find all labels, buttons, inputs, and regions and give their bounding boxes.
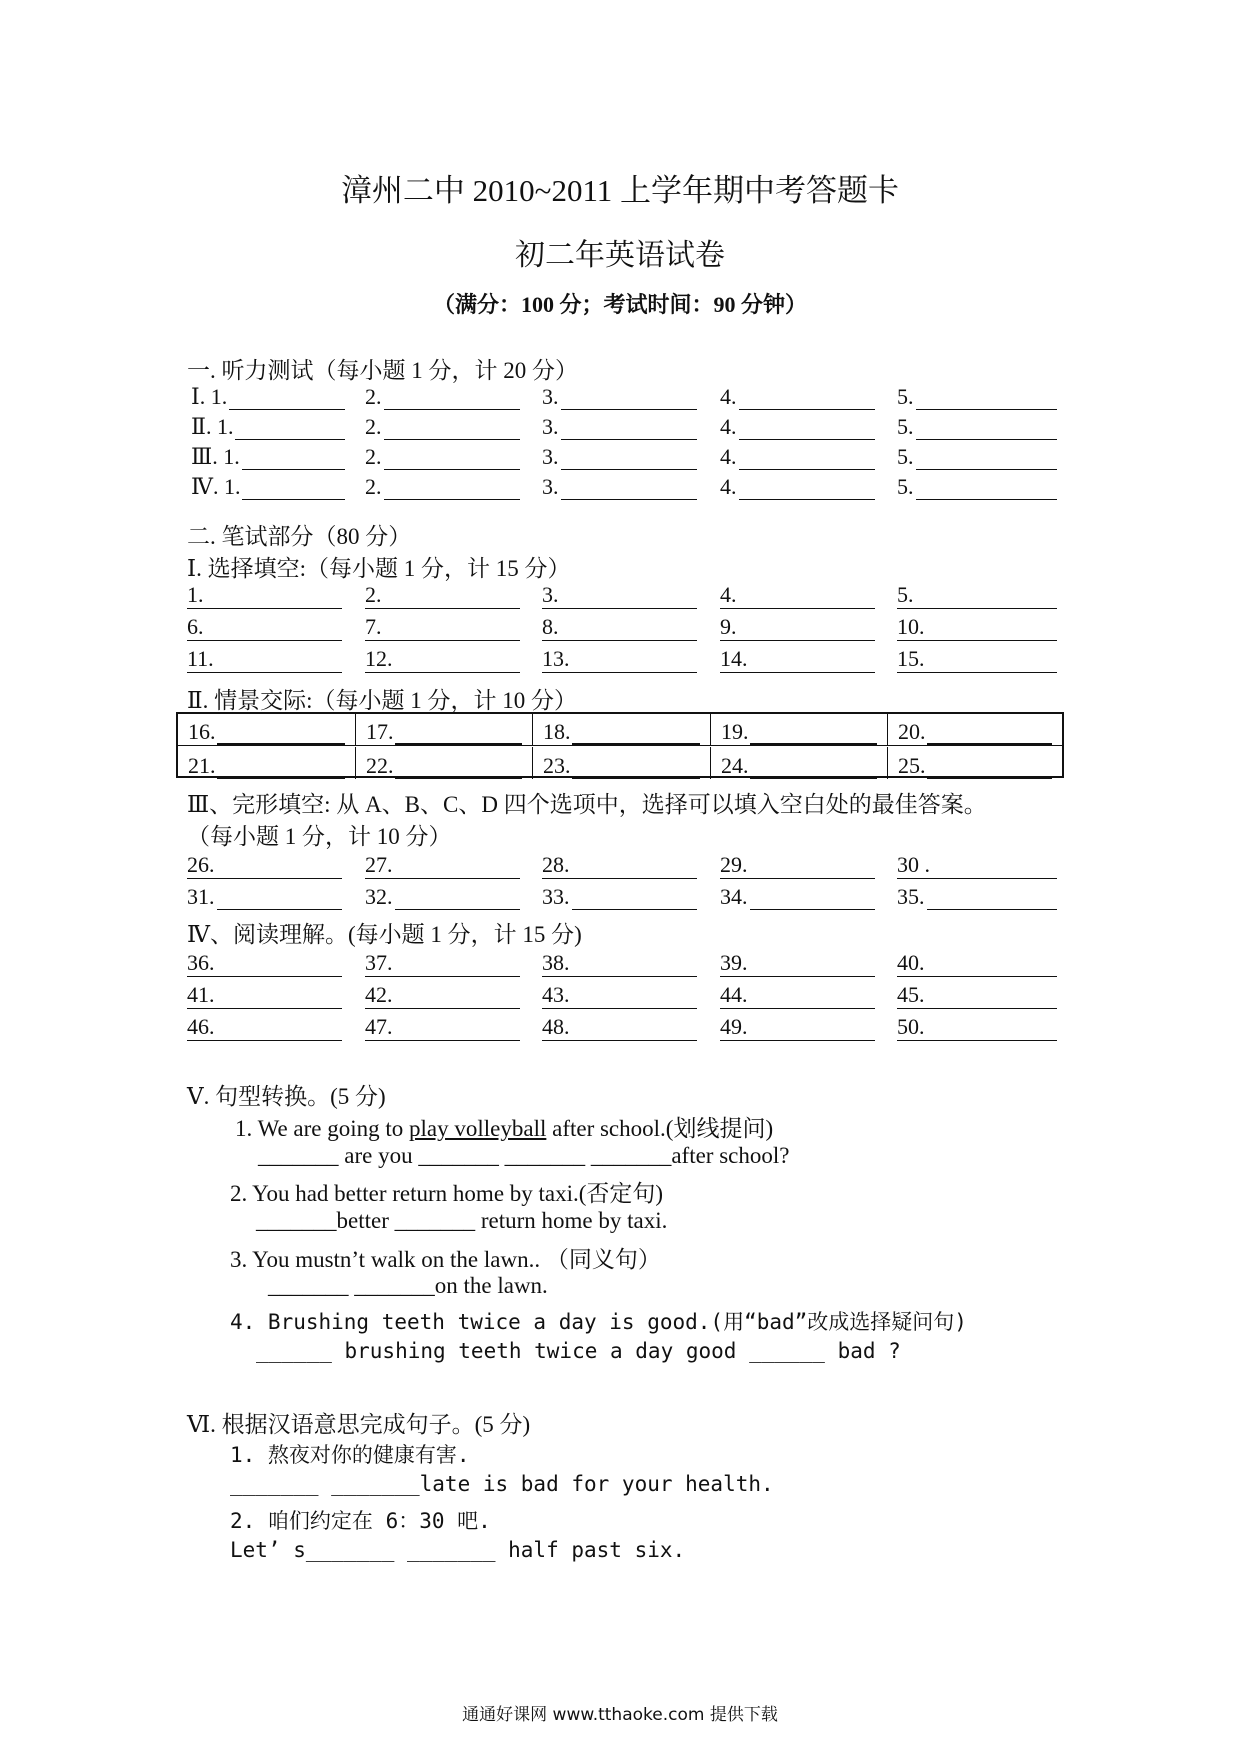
sub5-a4: ______ brushing teeth twice a day good ______ bad ? bbox=[256, 1339, 901, 1363]
sub5-a3: _______ _______on the lawn. bbox=[268, 1273, 548, 1298]
answer-blank[interactable] bbox=[916, 387, 1058, 410]
cloze-answer-cell bbox=[720, 850, 875, 879]
answer-blank[interactable] bbox=[750, 887, 876, 910]
section-listening-heading: 一. 听力测试（每小题 1 分，计 20 分） bbox=[187, 358, 578, 383]
dialogue-answer-cell bbox=[356, 714, 533, 746]
choice-answer-cell bbox=[542, 580, 697, 609]
reading-answer-cell bbox=[720, 1012, 875, 1041]
answer-blank[interactable] bbox=[217, 887, 343, 910]
choice-answer-cell bbox=[187, 580, 342, 609]
answer-blank[interactable] bbox=[739, 447, 876, 470]
listening-question-number: 3. bbox=[542, 414, 559, 439]
cloze-question-number: 31. bbox=[187, 884, 215, 909]
dialogue-question-number: 25. bbox=[898, 753, 926, 778]
listening-question-number: 4. bbox=[720, 474, 737, 499]
sub6-q1: 1. 熬夜对你的健康有害. bbox=[230, 1443, 470, 1467]
listening-question-number: 4. bbox=[720, 414, 737, 439]
listening-question-number: 4. bbox=[720, 384, 737, 409]
answer-blank[interactable] bbox=[927, 721, 1053, 745]
reading-row bbox=[187, 1012, 1057, 1042]
cloze-answer-cell bbox=[365, 850, 520, 879]
listening-answer-cell bbox=[187, 442, 345, 470]
listening-question-number: 3. bbox=[542, 474, 559, 499]
cloze-answer-cell bbox=[720, 882, 875, 910]
reading-question-number: 41. bbox=[187, 982, 215, 1007]
answer-blank[interactable] bbox=[750, 755, 878, 779]
cloze-answer-cell bbox=[897, 882, 1057, 910]
sub6-a2: Let’ s_______ _______ half past six. bbox=[230, 1538, 686, 1562]
reading-answer-cell bbox=[365, 1012, 520, 1041]
listening-question-number: Ⅱ. 1. bbox=[191, 414, 234, 439]
answer-blank[interactable] bbox=[916, 417, 1058, 440]
cloze-question-number: 33. bbox=[542, 884, 570, 909]
answer-blank[interactable] bbox=[384, 447, 521, 470]
cloze-answer-cell bbox=[897, 850, 1057, 879]
listening-question-number: Ⅲ. 1. bbox=[191, 444, 240, 469]
choice-answer-cell bbox=[720, 580, 875, 609]
cloze-answer-cell bbox=[542, 882, 697, 910]
answer-blank[interactable] bbox=[739, 387, 876, 410]
reading-question-number: 47. bbox=[365, 1014, 393, 1039]
reading-question-number: 42. bbox=[365, 982, 393, 1007]
listening-question-number: 4. bbox=[720, 444, 737, 469]
answer-blank[interactable] bbox=[217, 721, 346, 745]
dialogue-answer-cell bbox=[178, 747, 356, 779]
cloze-answer-cell bbox=[542, 850, 697, 879]
answer-blank[interactable] bbox=[384, 477, 521, 500]
sub5-q1-post: after school.(划线提问) bbox=[546, 1116, 774, 1141]
choice-question-number: 11. bbox=[187, 646, 214, 671]
reading-question-number: 37. bbox=[365, 950, 393, 975]
answer-blank[interactable] bbox=[927, 887, 1058, 910]
sub5-q4: 4. Brushing teeth twice a day is good.(用“bad”改成选择疑问句) bbox=[230, 1310, 967, 1334]
listening-answer-cell bbox=[542, 442, 697, 470]
choice-row bbox=[187, 644, 1057, 674]
answer-blank[interactable] bbox=[927, 755, 1053, 779]
page-title: 漳州二中 2010~2011 上学年期中考答题卡 bbox=[340, 173, 900, 208]
reading-answer-cell bbox=[365, 948, 520, 977]
reading-row bbox=[187, 948, 1057, 978]
listening-question-number: Ⅰ. 1. bbox=[191, 384, 228, 409]
listening-row bbox=[187, 472, 1057, 502]
answer-blank[interactable] bbox=[916, 477, 1058, 500]
answer-blank[interactable] bbox=[395, 755, 523, 779]
dialogue-answer-cell bbox=[533, 714, 711, 746]
listening-question-number: 5. bbox=[897, 474, 914, 499]
sub6-a1: _______ _______late is bad for your health. bbox=[230, 1472, 774, 1496]
listening-answer-cell bbox=[897, 442, 1057, 470]
answer-blank[interactable] bbox=[572, 721, 701, 745]
reading-question-number: 45. bbox=[897, 982, 925, 1007]
choice-question-number: 7. bbox=[365, 614, 382, 639]
reading-question-number: 44. bbox=[720, 982, 748, 1007]
choice-question-number: 1. bbox=[187, 582, 204, 607]
answer-blank[interactable] bbox=[235, 417, 345, 440]
dialogue-question-number: 16. bbox=[188, 719, 216, 744]
listening-answer-cell bbox=[897, 412, 1057, 440]
exam-meta: （满分：100 分；考试时间：90 分钟） bbox=[432, 292, 807, 317]
sub5-q3: 3. You mustn’t walk on the lawn.. （同义句） bbox=[230, 1247, 661, 1272]
dialogue-question-number: 18. bbox=[543, 719, 571, 744]
listening-answer-cell bbox=[897, 472, 1057, 500]
listening-row bbox=[187, 382, 1057, 412]
sub5-a1: _______ are you _______ _______ _______after school? bbox=[258, 1143, 790, 1168]
cloze-question-number: 29. bbox=[720, 852, 748, 877]
listening-question-number: 3. bbox=[542, 384, 559, 409]
cloze-question-number: 30 . bbox=[897, 852, 930, 877]
listening-question-number: 2. bbox=[365, 384, 382, 409]
choice-question-number: 3. bbox=[542, 582, 559, 607]
reading-question-number: 40. bbox=[897, 950, 925, 975]
answer-grid-16-25 bbox=[176, 712, 1064, 778]
choice-row bbox=[187, 580, 1057, 610]
cloze-answer-cell bbox=[365, 882, 520, 910]
cloze-question-number: 34. bbox=[720, 884, 748, 909]
answer-blank[interactable] bbox=[395, 887, 521, 910]
choice-answer-cell bbox=[720, 612, 875, 641]
dialogue-question-number: 20. bbox=[898, 719, 926, 744]
choice-answer-cell bbox=[187, 612, 342, 641]
answer-blank[interactable] bbox=[395, 721, 523, 745]
reading-answer-cell bbox=[365, 980, 520, 1009]
sub1-heading: Ⅰ. 选择填空:（每小题 1 分，计 15 分） bbox=[187, 556, 571, 581]
listening-answer-cell bbox=[720, 472, 875, 500]
listening-answer-cell bbox=[365, 382, 520, 410]
sub3-heading-points: （每小题 1 分，计 10 分） bbox=[187, 824, 452, 849]
cloze-question-number: 26. bbox=[187, 852, 215, 877]
choice-question-number: 10. bbox=[897, 614, 925, 639]
sub5-a2: _______better _______ return home by taxi. bbox=[256, 1208, 668, 1233]
reading-answer-cell bbox=[897, 980, 1057, 1009]
answer-blank[interactable] bbox=[916, 447, 1058, 470]
sub5-heading: Ⅴ. 句型转换。(5 分) bbox=[187, 1084, 386, 1109]
answer-blank[interactable] bbox=[561, 417, 698, 440]
reading-answer-cell bbox=[542, 1012, 697, 1041]
listening-question-number: 3. bbox=[542, 444, 559, 469]
answer-blank[interactable] bbox=[242, 477, 345, 500]
reading-answer-cell bbox=[542, 980, 697, 1009]
reading-answer-cell bbox=[897, 948, 1057, 977]
footer-credit: 通通好课网 www.tthaoke.com 提供下载 bbox=[462, 1705, 778, 1725]
choice-answer-cell bbox=[365, 580, 520, 609]
reading-row bbox=[187, 980, 1057, 1010]
cloze-answer-cell bbox=[187, 882, 342, 910]
reading-question-number: 50. bbox=[897, 1014, 925, 1039]
answer-blank[interactable] bbox=[242, 447, 345, 470]
reading-answer-cell bbox=[542, 948, 697, 977]
cloze-question-number: 28. bbox=[542, 852, 570, 877]
reading-question-number: 49. bbox=[720, 1014, 748, 1039]
reading-question-number: 46. bbox=[187, 1014, 215, 1039]
sub4-heading: Ⅳ、阅读理解。(每小题 1 分，计 15 分) bbox=[187, 922, 582, 947]
sub5-q1 bbox=[235, 1110, 773, 1143]
listening-answer-cell bbox=[365, 472, 520, 500]
cloze-question-number: 32. bbox=[365, 884, 393, 909]
answer-blank[interactable] bbox=[750, 721, 878, 745]
choice-answer-cell bbox=[365, 644, 520, 673]
reading-question-number: 39. bbox=[720, 950, 748, 975]
sub5-q1-pre: 1. We are going to bbox=[235, 1116, 410, 1141]
listening-answer-cell bbox=[365, 442, 520, 470]
listening-answer-cell bbox=[542, 412, 697, 440]
sub2-heading: Ⅱ. 情景交际:（每小题 1 分，计 10 分） bbox=[187, 688, 578, 713]
dialogue-question-number: 24. bbox=[721, 753, 749, 778]
choice-question-number: 14. bbox=[720, 646, 748, 671]
reading-answer-cell bbox=[187, 1012, 342, 1041]
choice-question-number: 8. bbox=[542, 614, 559, 639]
answer-blank[interactable] bbox=[561, 447, 698, 470]
dialogue-answer-cell bbox=[533, 747, 711, 779]
choice-answer-cell bbox=[542, 644, 697, 673]
choice-question-number: 6. bbox=[187, 614, 204, 639]
listening-answer-cell bbox=[542, 382, 697, 410]
listening-answer-cell bbox=[187, 472, 345, 500]
dialogue-question-number: 22. bbox=[366, 753, 394, 778]
choice-answer-cell bbox=[187, 644, 342, 673]
dialogue-question-number: 21. bbox=[188, 753, 216, 778]
cloze-row bbox=[187, 882, 1057, 912]
dialogue-answer-cell bbox=[178, 714, 356, 746]
reading-answer-cell bbox=[720, 948, 875, 977]
listening-answer-cell bbox=[720, 412, 875, 440]
listening-row bbox=[187, 442, 1057, 472]
reading-answer-cell bbox=[187, 980, 342, 1009]
answer-blank[interactable] bbox=[561, 477, 698, 500]
dialogue-answer-cell bbox=[888, 747, 1062, 779]
answer-blank[interactable] bbox=[572, 755, 701, 779]
answer-blank[interactable] bbox=[384, 417, 521, 440]
reading-answer-cell bbox=[897, 1012, 1057, 1041]
dialogue-question-number: 23. bbox=[543, 753, 571, 778]
listening-answer-cell bbox=[897, 382, 1057, 410]
dialogue-answer-cell bbox=[356, 747, 533, 779]
cloze-answer-cell bbox=[187, 850, 342, 879]
listening-answer-cell bbox=[365, 412, 520, 440]
sub3-heading: Ⅲ、完形填空: 从 A、B、C、D 四个选项中，选择可以填入空白处的最佳答案。 bbox=[187, 792, 987, 817]
sub6-q2: 2. 咱们约定在 6：30 吧. bbox=[230, 1509, 491, 1533]
listening-answer-cell bbox=[720, 442, 875, 470]
answer-blank[interactable] bbox=[561, 387, 698, 410]
reading-question-number: 43. bbox=[542, 982, 570, 1007]
listening-question-number: 2. bbox=[365, 444, 382, 469]
answer-blank[interactable] bbox=[229, 387, 345, 410]
section-writing-heading: 二. 笔试部分（80 分） bbox=[187, 524, 412, 549]
dialogue-answer-cell bbox=[711, 714, 888, 746]
listening-answer-cell bbox=[187, 412, 345, 440]
cloze-question-number: 35. bbox=[897, 884, 925, 909]
answer-blank[interactable] bbox=[739, 417, 876, 440]
cloze-question-number: 27. bbox=[365, 852, 393, 877]
cloze-row bbox=[187, 850, 1057, 880]
reading-question-number: 48. bbox=[542, 1014, 570, 1039]
listening-question-number: 2. bbox=[365, 474, 382, 499]
choice-question-number: 2. bbox=[365, 582, 382, 607]
listening-question-number: 5. bbox=[897, 384, 914, 409]
answer-blank[interactable] bbox=[217, 755, 346, 779]
dialogue-answer-cell bbox=[888, 714, 1062, 746]
listening-answer-cell bbox=[542, 472, 697, 500]
choice-answer-cell bbox=[720, 644, 875, 673]
page-subtitle: 初二年英语试卷 bbox=[515, 239, 725, 272]
dialogue-answer-cell bbox=[711, 747, 888, 779]
listening-question-number: Ⅳ. 1. bbox=[191, 474, 241, 499]
dialogue-question-number: 19. bbox=[721, 719, 749, 744]
choice-question-number: 15. bbox=[897, 646, 925, 671]
listening-answer-cell bbox=[187, 382, 345, 410]
listening-question-number: 5. bbox=[897, 414, 914, 439]
dialogue-question-number: 17. bbox=[366, 719, 394, 744]
choice-question-number: 12. bbox=[365, 646, 393, 671]
reading-answer-cell bbox=[187, 948, 342, 977]
choice-question-number: 13. bbox=[542, 646, 570, 671]
choice-answer-cell bbox=[365, 612, 520, 641]
answer-blank[interactable] bbox=[384, 387, 521, 410]
answer-blank[interactable] bbox=[739, 477, 876, 500]
listening-question-number: 5. bbox=[897, 444, 914, 469]
reading-answer-cell bbox=[720, 980, 875, 1009]
choice-question-number: 9. bbox=[720, 614, 737, 639]
reading-question-number: 36. bbox=[187, 950, 215, 975]
choice-answer-cell bbox=[897, 612, 1057, 641]
choice-answer-cell bbox=[897, 580, 1057, 609]
listening-answer-cell bbox=[720, 382, 875, 410]
listening-question-number: 2. bbox=[365, 414, 382, 439]
choice-question-number: 4. bbox=[720, 582, 737, 607]
listening-row bbox=[187, 412, 1057, 442]
choice-question-number: 5. bbox=[897, 582, 914, 607]
sub5-q1-underlined: play volleyball bbox=[409, 1116, 547, 1141]
choice-answer-cell bbox=[542, 612, 697, 641]
answer-blank[interactable] bbox=[572, 887, 698, 910]
sub6-heading: Ⅵ. 根据汉语意思完成句子。(5 分) bbox=[187, 1412, 531, 1437]
sub5-q2: 2. You had better return home by taxi.(否定句) bbox=[230, 1181, 664, 1206]
reading-question-number: 38. bbox=[542, 950, 570, 975]
choice-row bbox=[187, 612, 1057, 642]
choice-answer-cell bbox=[897, 644, 1057, 673]
